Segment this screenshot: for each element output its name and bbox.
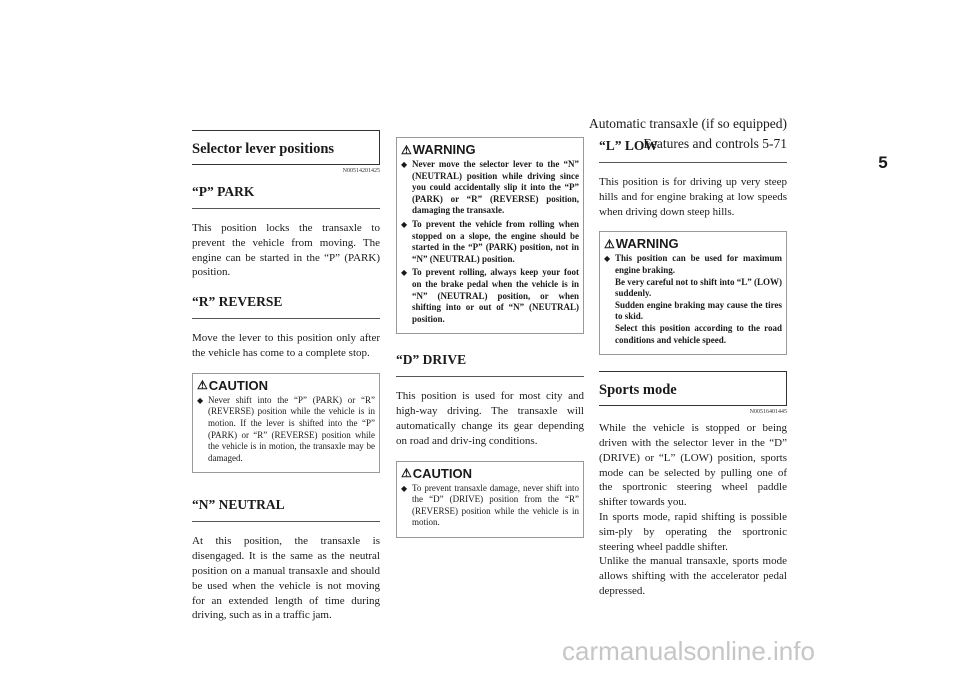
running-header-title: Automatic transaxle (if so equipped) xyxy=(589,116,787,131)
warning-header xyxy=(604,232,782,251)
warning-item: ◆ To prevent rolling, always keep your foot on the brake pedal when the vehicle is in “N” (NEUTRAL) position, or when shifting into or out of “N” (NEUTRAL) position. xyxy=(401,267,579,325)
column-2 xyxy=(396,137,584,538)
text-sports-3: Unlike the manual transaxle, sports mode allows shifting with the accelerator pedal depressed. xyxy=(599,555,787,597)
chapter-tab: 5 xyxy=(806,146,960,180)
section-code: N00516401445 xyxy=(749,409,787,416)
section-title-selector-positions: Selector lever positions xyxy=(192,130,380,165)
column-1 xyxy=(192,130,380,623)
section-code: N00514201425 xyxy=(342,168,380,174)
text-low: This position is for driving up very steep hills and for engine braking at low speeds when driving down steep hills. xyxy=(599,176,787,218)
heading-drive: “D” DRIVE xyxy=(396,352,584,377)
warning-box-low xyxy=(599,231,787,355)
text-sports-2: In sports mode, rapid shifting is possible sim-ply by operating the sportronic steering wheel paddle shifter. xyxy=(599,510,787,553)
heading-reverse: “R” REVERSE xyxy=(192,294,380,319)
warning-triangle-icon: ⚠ xyxy=(197,378,208,393)
warning-triangle-icon: ⚠ xyxy=(604,236,615,251)
warning-item: ◆ To prevent the vehicle from rolling when stopped on a slope, the engine should be started in the “P” (PARK) position, not in “N” (NEUTRAL) position. xyxy=(401,219,579,265)
text-neutral: At this position, the transaxle is disengaged. It is the same as the neutral position on a manual transaxle and should be used when the vehicle is not moving for an extended length of time during driving, such as in a traffic jam. xyxy=(192,535,380,622)
caution-label: CAUTION xyxy=(412,465,472,481)
text-park: This position locks the transaxle to prevent the vehicle from moving. The engine can be started in the “P” (PARK) position. xyxy=(192,222,380,279)
warning-line: Select this position according to the road conditions and vehicle speed. xyxy=(615,322,782,345)
heading-low: “L” LOW xyxy=(599,138,787,163)
warning-line: Be very careful not to shift into “L” (LOW) suddenly. xyxy=(615,276,782,299)
text-sports-1: While the vehicle is stopped or being driven with the selector lever in the “D” (DRIVE) or “L” (LOW) position, sports mode can be selected by pulling one of the sportronic steering wheel paddle shifter towards you. xyxy=(599,422,787,509)
caution-header xyxy=(197,374,375,393)
warning-box-neutral xyxy=(396,137,584,334)
heading-park: “P” PARK xyxy=(192,184,380,209)
caution-box-reverse xyxy=(192,373,380,474)
text-drive: This position is used for most city and high-way driving. The transaxle will automatically change its gear depending on road and driv-ing conditions. xyxy=(396,390,584,447)
heading-neutral: “N” NEUTRAL xyxy=(192,497,380,522)
column-3 xyxy=(599,130,787,599)
warning-item xyxy=(604,253,782,346)
warning-label: WARNING xyxy=(412,142,476,157)
caution-item: ◆ Never shift into the “P” (PARK) or “R” (REVERSE) position while the vehicle is in motion. If the lever is shifted into the “P” (PARK) or “R” (REVERSE) position while the vehicle is in motion, the transaxle may be damaged. xyxy=(197,395,375,465)
warning-label: WARNING xyxy=(615,236,679,252)
warning-header xyxy=(401,138,579,157)
caution-header xyxy=(401,462,579,481)
watermark: carmanualsonline.info xyxy=(562,636,815,666)
text-reverse: Move the lever to this position only after the vehicle has come to a complete stop. xyxy=(192,332,380,359)
warning-triangle-icon: ⚠ xyxy=(401,466,412,480)
caution-item: ◆ To prevent transaxle damage, never shift into the “D” (DRIVE) position from the “R” (REVERSE) position while the vehicle is in motion. xyxy=(401,483,579,529)
warning-line: This position can be used for maximum engine braking. xyxy=(615,253,782,275)
running-header-page: Features and controls 5-71 xyxy=(643,136,787,151)
caution-box-drive xyxy=(396,461,584,538)
warning-line: Sudden engine braking may cause the tires to skid. xyxy=(615,299,782,322)
warning-item: ◆ Never move the selector lever to the “N” (NEUTRAL) position while driving since you could accidentally slip it into the “P” (PARK) or “R” (REVERSE) position, damaging the transaxle. xyxy=(401,159,579,217)
warning-triangle-icon: ⚠ xyxy=(401,142,412,157)
caution-label: CAUTION xyxy=(208,377,268,393)
section-title-sports-mode: Sports mode xyxy=(599,371,787,406)
